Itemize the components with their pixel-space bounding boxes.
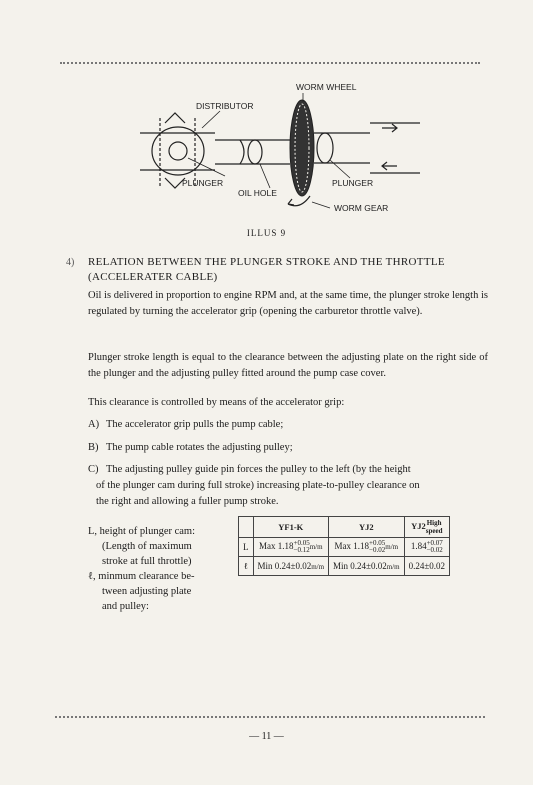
L-yf1k-minus: −0.12 [293,546,310,554]
spec-header-yj2-high [404,517,449,538]
spec-header-yj2-high-model: YJ2 [411,520,426,531]
spec-row-l-yf1k [253,557,329,576]
list-text-a: The accelerator grip pulls the pump cable; [106,419,284,430]
right-plunger-shape [314,123,420,173]
section-heading [88,255,488,285]
L-yj2-unit: m/m [385,543,399,552]
list-text-c-cont1: of the plunger cam during full stroke) increasing plate-to-pulley clearance on [96,480,420,491]
L-yf1k-base: Max 1.18 [259,541,294,552]
paragraph-clearance: This clearance is controlled by means of the accelerator grip: [88,397,345,408]
L-yf1k-unit: m/m [309,543,323,552]
L-yj2-plus: +0.05 [369,539,386,547]
legend-L-line2: (Length of maximum [102,541,192,552]
l-yf1k-unit: m/m [311,563,325,571]
paragraph-stroke-length: Plunger stroke length is equal to the clearance between the adjusting plate on the right side of the plunger and the adjusting pulley fitted around the pump case cover. [88,352,488,379]
cam-legend [88,524,248,614]
list-text-c: The adjusting pulley guide pin forces the pulley to the left (by the height [106,464,411,475]
worm-gear-arrow [288,196,310,206]
heading-line-1: RELATION BETWEEN THE PLUNGER STROKE AND THE THROTTLE [88,256,445,268]
list-text-b: The pump cable rotates the adjusting pulley; [106,442,293,453]
spec-row-l-yj2 [329,557,405,576]
shaft-shape [215,140,290,164]
pump-illustration [120,78,420,228]
spec-header-row [239,517,450,538]
L-yf1k-tolerance [294,540,310,554]
spec-row-L [239,538,450,557]
spec-row-L-yj2-high [404,538,449,557]
l-yf1k-value: Min 0.24±0.02 [257,561,312,571]
legend-L-line3: stroke at full throttle) [102,556,192,567]
legend-l-line3: and pulley: [102,601,149,612]
L-yj2-base: Max 1.18 [334,541,370,552]
L-yj2h-base: 1.84 [410,541,427,552]
L-yf1k-plus: +0.05 [293,539,310,547]
spec-header-blank [239,517,254,538]
L-yj2h-minus: −0.02 [426,546,443,554]
speed-label: speed [425,527,443,535]
page-number: — 11 — [249,731,284,742]
spec-row-l-yj2-high: 0.24±0.02 [404,557,449,576]
l-yj2-value: Min 0.24±0.02 [333,561,387,571]
spec-row-L-yj2 [329,538,405,557]
l-yj2-unit: m/m [386,563,400,571]
heading-line-2: (ACCELERATER CABLE) [88,271,218,283]
spec-row-L-label: L [239,538,254,557]
worm-wheel-label: WORM WHEEL [296,82,357,92]
L-yj2-minus: −0.02 [369,546,386,554]
high-speed-suffix [426,519,443,535]
spec-table [238,516,450,576]
distributor-shape [140,113,215,188]
list-mark-c: C) [88,464,99,475]
section-number: 4) [66,257,75,268]
L-yj2-tolerance [369,540,385,554]
distributor-label: DISTRIBUTOR [196,101,254,111]
legend-l-line1: ℓ, minmum clearance be- [88,571,195,582]
spec-row-L-yf1k [253,538,329,557]
spec-row-l-label: ℓ [239,557,254,576]
legend-l-line2: tween adjusting plate [102,586,192,597]
plunger-right-label: PLUNGER [332,178,374,188]
worm-wheel-shape [290,100,314,196]
list-item-c [0,462,533,510]
illustration-caption: ILLUS 9 [246,228,287,238]
top-divider [60,62,480,64]
paragraph-oil-delivery: Oil is delivered in proportion to engine RPM and, at the same time, the plunger stroke length is regulated by turning the accelerator grip (opening the carburetor throttle valve). [88,290,488,317]
list-mark-b: B) [88,442,99,453]
list-text-c-cont2: the right and allowing a fuller pump stroke. [96,496,279,507]
plunger-pump-diagram [120,78,420,228]
L-yj2h-tolerance [427,540,443,554]
bottom-divider [55,716,485,718]
oil-hole-label: OIL HOLE [238,188,277,198]
spec-row-l [239,557,450,576]
L-yj2h-plus: +0.07 [426,539,443,547]
spec-header-yj2: YJ2 [329,517,405,538]
list-mark-a: A) [88,419,100,430]
legend-L-line1: L, height of plunger cam: [88,526,196,537]
high-label: High [426,519,442,527]
spec-header-yf1k: YF1-K [253,517,329,538]
plunger-left-label: PLUNGER [182,178,224,188]
worm-gear-label: WORM GEAR [334,203,389,213]
